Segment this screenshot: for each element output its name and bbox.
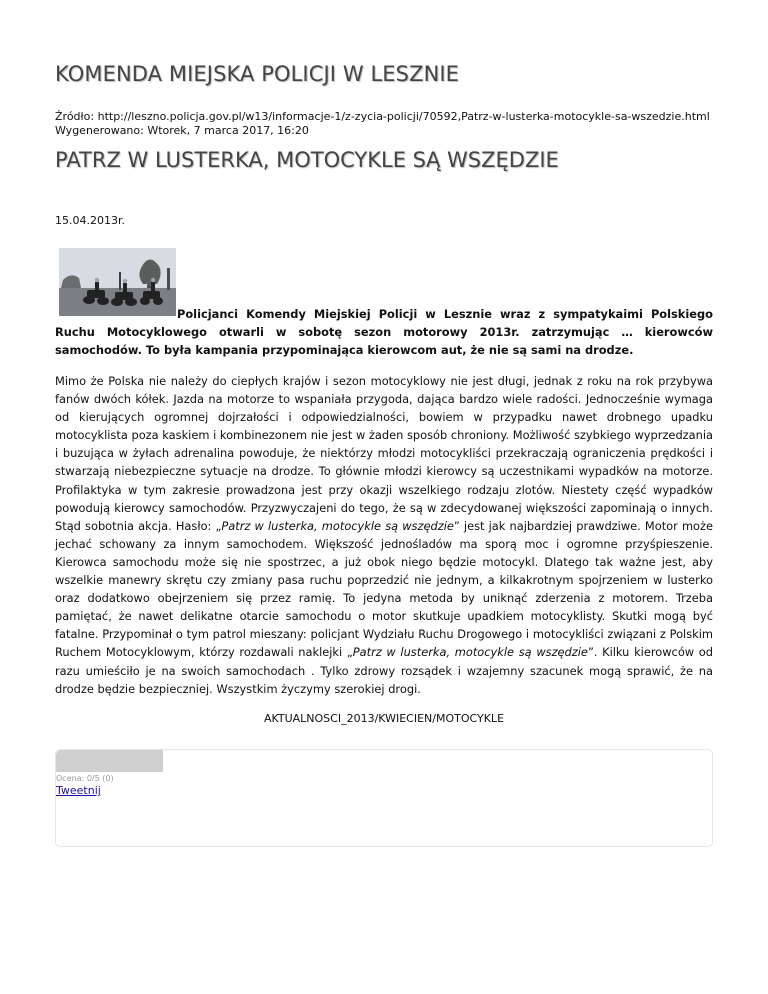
rating-box [55,749,713,847]
article-date: 15.04.2013r. [55,214,125,227]
article-tags: AKTUALNOSCI_2013/KWIECIEN/MOTOCYKLE [263,712,505,725]
source-info [55,110,710,138]
body-quote-1: Patrz w lusterka, motocykle są wszędzie [221,518,454,533]
source-label: Źródło: [55,110,95,123]
tweet-link[interactable]: Tweetnij [56,784,101,797]
lead-text: Policjanci Komendy Miejskiej Policji w Lesznie wraz z sympatykaimi Polskiego Ruchu Motocyklowego otwarli w sobotę sezon motorowy 2013r. zatrzymując … kierowców samochodów. To była kampania przypominająca kierowcom aut, że nie są sami na drodze. [55,307,713,357]
generated-label: Wygenerowano: [55,124,144,137]
generated-line [55,124,710,138]
body-quote-2: Patrz w lusterka, motocykle są wszędzie [352,645,588,660]
body-part-1: Mimo że Polska nie należy do ciepłych krajów i sezon motocyklowy nie jest długi, jednak z roku na rok przybywa fanów dwóch kółek. Jazda na motorze to wspaniała przygoda, dająca bardzo wiele radości. Jednocześnie wymaga od kierujących ogromnej dojrzałości i odpowiedzialności, bowiem w przypadku nawet drobnego upadku motocyklista poza kaskiem i kombinezonem nie jest w żaden sposób chroniony. Możliwość szybkiego wyprzedzania i buzująca w żyłach adrenalina powoduje, że niektórzy młodzi motocykliści przekraczają ograniczenia prędkości i stwarzają niebezpieczne sytuacje na drodze. To głównie młodzi kierowcy są uczestnikami wypadków na motorze. Profilaktyka w tym zakresie prowadzona jest przy okazji wszelkiego rodzaju zlotów. Niestety część wypadków powodują kierowcy samochodów. Przyzwyczajeni do tego, że są w zdecydowanej większości zapominają o innych. Stąd sobotnia akcja. Hasło: „ [55,374,713,533]
article-lead [55,305,713,359]
rating-bar[interactable] [56,750,163,772]
source-line [55,110,710,124]
body-part-2: ” jest jak najbardziej prawdziwe. Motor może jechać schowany za innym samochodem. Większość jednośladów ma sporą moc i ogromne przyśpieszenie. Kierowca samochodu może się nie spostrzec, a już obok niego będzie motocykl. Dlatego tak ważne jest, aby wszelkie manewry skrętu czy zmiany pasa ruchu poprzedzić nie jednym, a kilkakrotnym spojrzeniem w lusterko oraz dodatkowo obejrzeniem się przez ramię. To jedyna metoda by uniknąć zderzenia z motorem. Trzeba pamiętać, że nawet delikatne otarcie samochodu o motor skutkuje upadkiem motocyklisty. Skutki mogą być fatalne. Przypominał o tym patrol mieszany: policjant Wydziału Ruchu Drogowego i motocykliści związani z Polskim Ruchem Motocyklowym, którzy rozdawali naklejki „ [55,518,713,660]
source-url: http://leszno.policja.gov.pl/w13/informacje-1/z-zycia-policji/70592,Patrz-w-lusterka-motocykle-sa-wszedzie.html [97,110,710,123]
organization-title: KOMENDA MIEJSKA POLICJI W LESZNIE [55,62,460,86]
article-title: PATRZ W LUSTERKA, MOTOCYKLE SĄ WSZĘDZIE [55,148,559,172]
article-body [55,372,713,698]
body-part-3: ”. Kilku kierowców od razu umieściło je na swoich samochodach . Tylko zdrowy rozsądek i wzajemny szacunek mogą sprawić, że na drodze będzie bezpieczniej. Wszystkim życzymy szerokiej drogi. [55,645,713,696]
rating-label: Ocena: 0/5 (0) [56,774,114,783]
generated-date: Wtorek, 7 marca 2017, 16:20 [147,124,309,137]
